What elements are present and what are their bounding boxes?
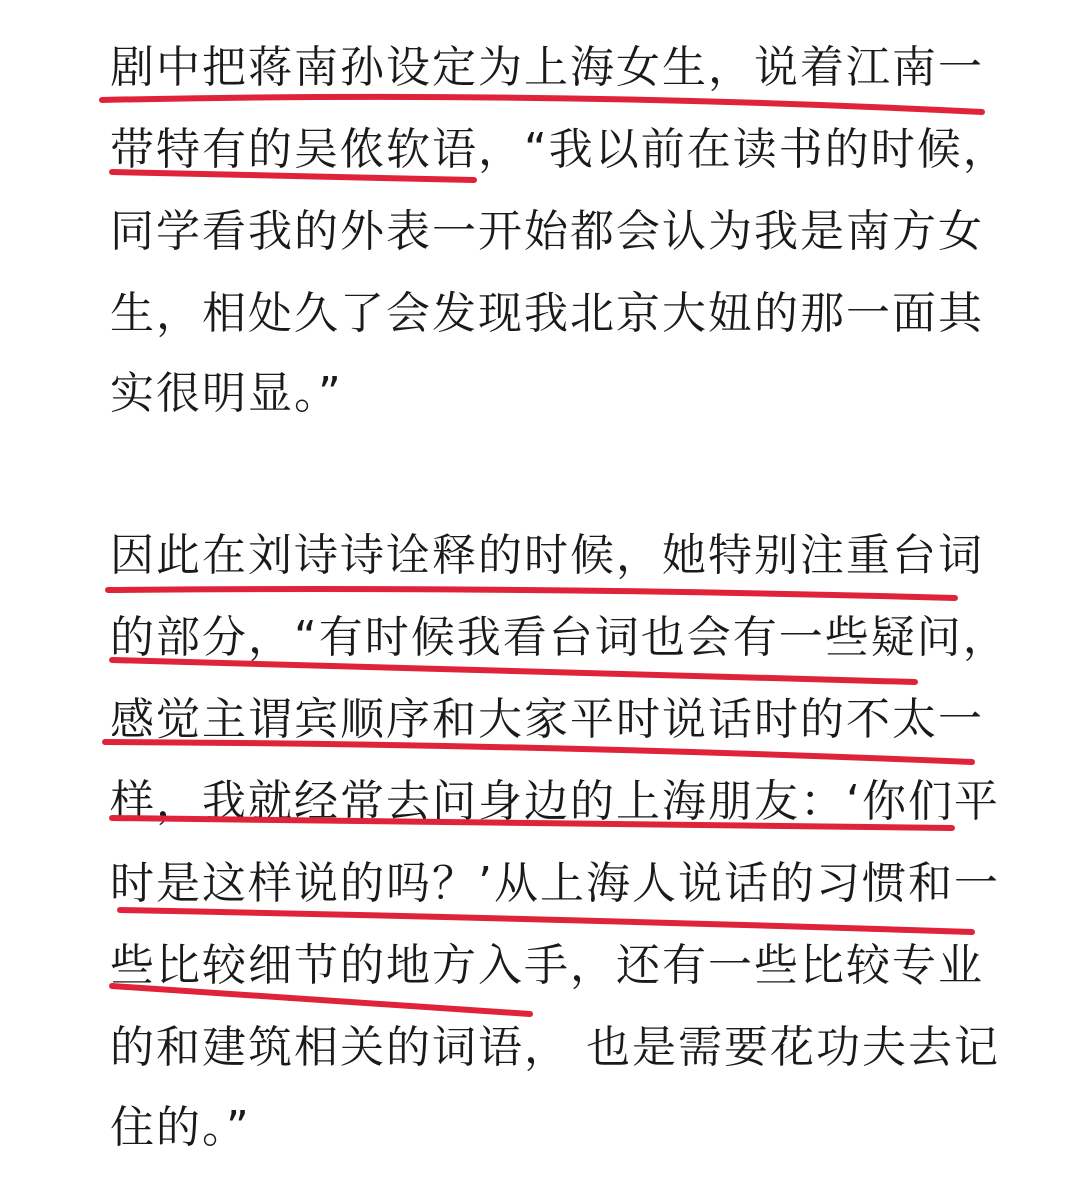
paragraph-2-line-8: 住的。” bbox=[110, 1102, 251, 1153]
paragraph-1-line-2: 带特有的吴侬软语，“我以前在读书的时候， bbox=[110, 124, 1009, 175]
underline-mark-3 bbox=[108, 589, 955, 598]
paragraph-1-line-3: 同学看我的外表一开始都会认为我是南方女 bbox=[110, 206, 984, 257]
paragraph-1-line-1: 剧中把蒋南孙设定为上海女生，说着江南一 bbox=[110, 42, 984, 93]
paragraph-2-line-6: 些比较细节的地方入手，还有一些比较专业 bbox=[110, 940, 984, 991]
underline-mark-1 bbox=[102, 97, 982, 112]
paragraph-1-line-4: 生，相处久了会发现我北京大妞的那一面其 bbox=[110, 288, 984, 339]
paragraph-1-line-5: 实很明显。” bbox=[110, 368, 343, 419]
paragraph-2-line-1: 因此在刘诗诗诠释的时候，她特别注重台词 bbox=[110, 530, 984, 581]
paragraph-2-line-4: 样，我就经常去问身边的上海朋友：‘你们平 bbox=[110, 776, 1000, 827]
paragraph-2-line-2: 的部分，“有时候我看台词也会有一些疑问， bbox=[110, 612, 1009, 663]
underline-mark-7 bbox=[120, 910, 972, 932]
paragraph-2-line-5: 时是这样说的吗？’从上海人说话的习惯和一 bbox=[110, 858, 1000, 909]
paragraph-2-line-3: 感觉主谓宾顺序和大家平时说话时的不太一 bbox=[110, 694, 984, 745]
paragraph-2-line-7: 的和建筑相关的词语， 也是需要花功夫去记 bbox=[110, 1022, 1000, 1073]
